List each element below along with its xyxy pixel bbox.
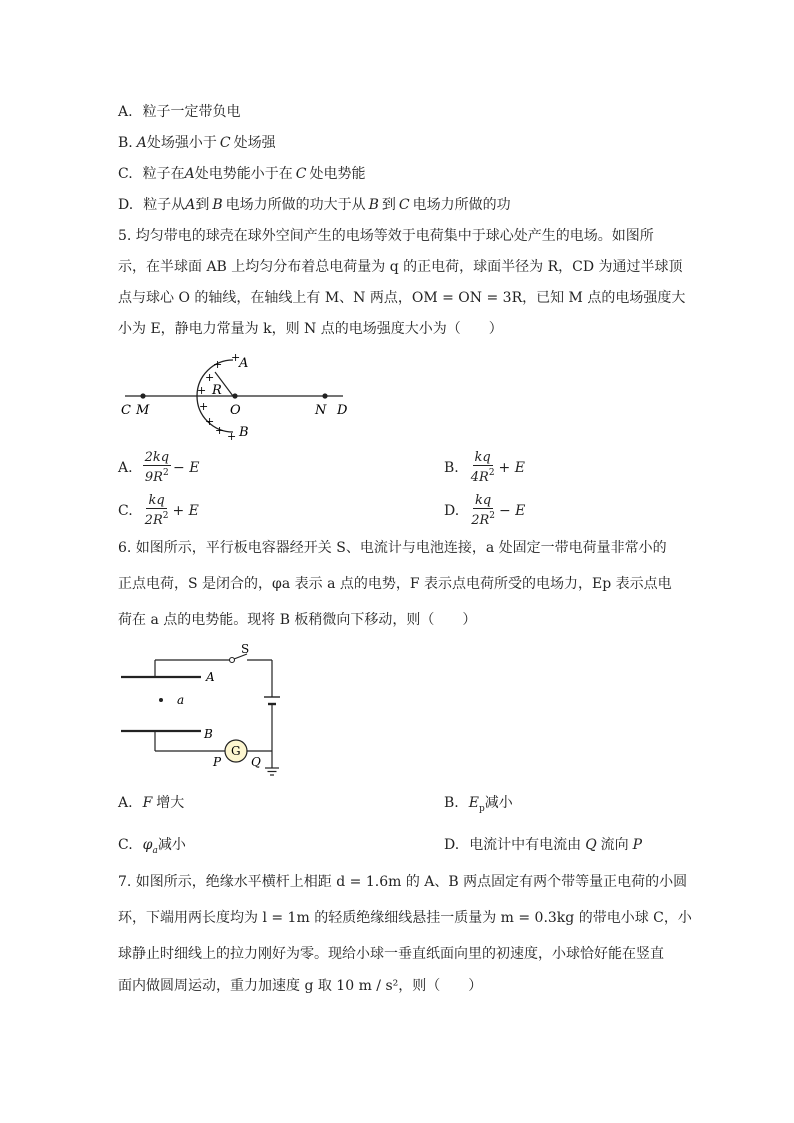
label-plate-a: A [206,670,215,684]
plus-6: + [205,415,215,428]
q7-line-3: 球静止时细线上的拉力刚好为零。现给小球一垂直纸面向里的初速度，小球恰好能在竖直 [118,946,664,962]
point-n [322,393,327,398]
label-s: S [241,642,250,656]
q6-option-c: C. $\varphi_a$减小 [118,837,186,856]
q6-line-3: 荷在 a 点的电势能。现将 B 板稍微向下移动，则（ ） [118,612,477,628]
q5-figure-hemisphere [115,350,365,445]
plus-1: + [231,351,241,364]
q4-option-b: B. A处场强小于 C 处场强 [118,135,276,151]
label-c: C [121,403,131,418]
q4-option-d: D. 粒子从A到 B 电场力所做的功大于从 B 到 C 电场力所做的功 [118,197,511,213]
label-b: B [239,425,249,440]
q4-option-c: C. 粒子在A处电势能小于在 C 处电势能 [118,166,366,182]
q5-option-c: C. $\frac{kq}{2R^2}$ + E [118,493,199,528]
q5-line-4: 小为 E，静电力常量为 k，则 N 点的电场强度大小为（ ） [118,321,503,337]
q5-line-2: 示，在半球面 AB 上均匀分布着总电荷量为 q 的正电荷，球面半径为 R，CD 为通过半球顶 [118,259,683,275]
plus-2: + [213,358,223,371]
label-q: Q [251,755,261,769]
label-n: N [315,403,327,418]
q7-line-1: 7. 如图所示，绝缘水平横杆上相距 d = 1.6m 的 A、B 两点固定有两个带等量正电荷的小圆 [118,874,688,890]
q6-option-a: A. F 增大 [118,795,185,811]
label-point-a: a [177,693,185,707]
switch-contact [230,658,235,663]
q4-option-a: A. 粒子一定带负电 [118,104,241,120]
plus-8: + [227,430,237,443]
label-r: R [212,383,222,398]
point-m [140,393,145,398]
label-o: O [230,403,241,418]
point-a-charge [159,698,163,702]
q7-line-2: 环，下端用两长度均为 l = 1m 的轻质绝缘细线悬挂一质量为 m = 0.3kg 的带电小球 C，小 [118,910,692,926]
label-a: A [239,356,249,371]
q5-line-1: 5. 均匀带电的球壳在球外空间产生的电场等效于电荷集中于球心处产生的电场。如图所 [118,228,654,244]
q5-option-d: D. $\frac{kq}{2R^2}$ − E [444,493,526,528]
label-plate-b: B [204,727,213,741]
plus-3: + [205,371,215,384]
label-m: M [136,403,150,418]
q6-line-2: 正点电荷，S 是闭合的，φa 表示 a 点的电势，F 表示点电荷所受的电场力，Ep 表示点电 [118,576,672,592]
q5-option-b: B. $\frac{kq}{4R^2}$ + E [444,450,525,485]
plus-4: + [197,384,207,397]
label-p: P [213,755,222,769]
point-o [232,393,237,398]
plus-5: + [199,400,209,413]
q6-line-1: 6. 如图所示，平行板电容器经开关 S、电流计与电池连接，a 处固定一带电荷量非常小的 [118,540,667,556]
q6-figure-capacitor [115,640,300,780]
plus-7: + [215,424,225,437]
q6-option-d: D. 电流计中有电流由 Q 流向 P [444,837,643,853]
q7-line-4: 面内做圆周运动，重力加速度 g 取 10 m / s²，则（ ） [118,978,483,994]
q6-option-b: B. $E_p$减小 [444,795,513,814]
label-d: D [337,403,348,418]
q5-line-3: 点与球心 O 的轴线，在轴线上有 M、N 两点，OM = ON = 3R，已知 M 点的电场强度大 [118,290,686,306]
q5-option-a: A. $\frac{2kq}{9R^2}$ − E [118,450,200,485]
label-g: G [231,744,241,758]
